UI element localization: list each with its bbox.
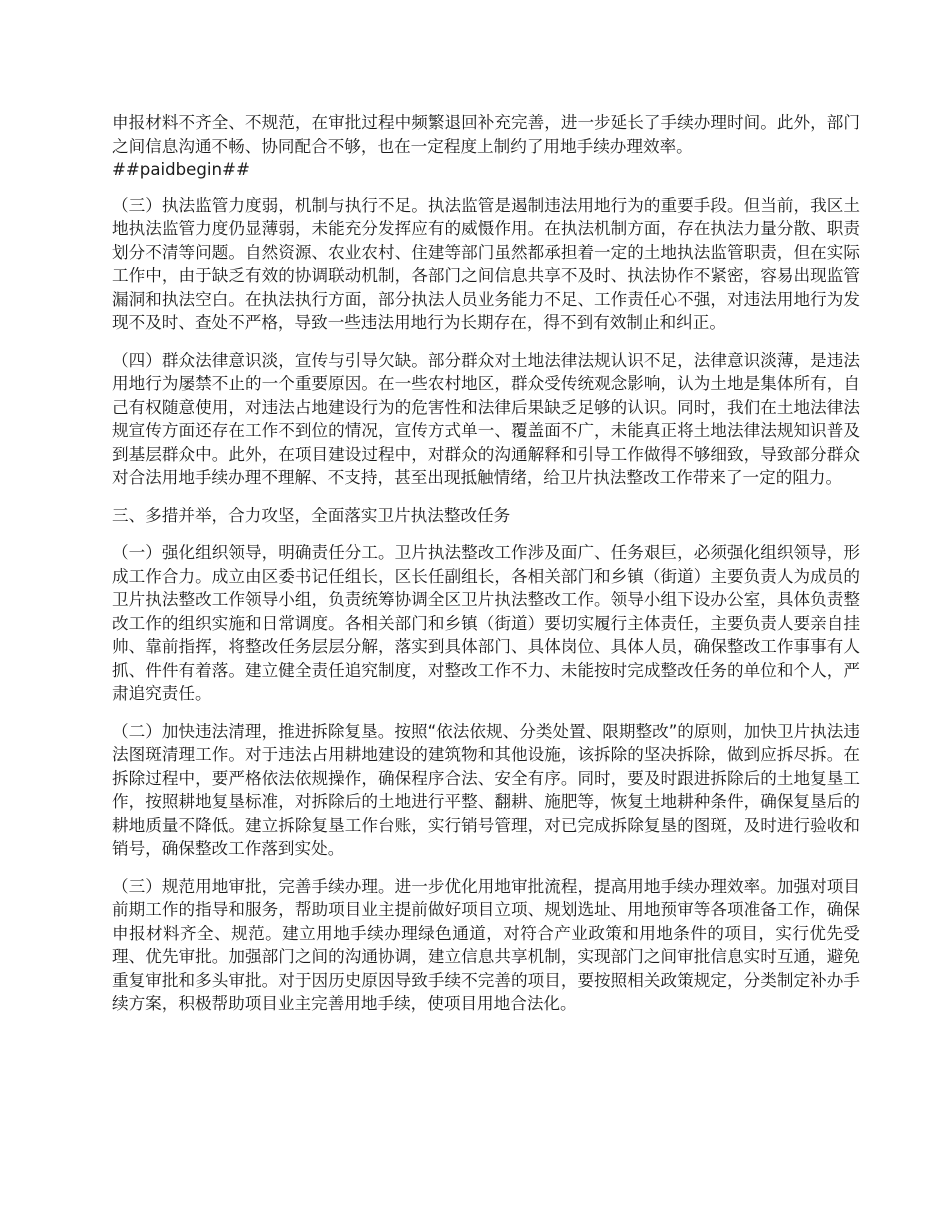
paragraph-public-awareness: （四）群众法律意识淡，宣传与引导欠缺。部分群众对土地法律法规认识不足，法律意识淡薄，是违法用地行为屡禁不止的一个重要原因。在一些农村地区，群众受传统观念影响，认为土地是集体所有，自己有权随意使用，对违法占地建设行为的危害性和法律后果缺乏足够的认识。同时，我们在土地法律法规宣传方面还存在工作不到位的情况，宣传方式单一、覆盖面不广，未能真正将土地法律法规知识普及到基层群众中。此外，在项目建设过程中，对群众的沟通解释和引导工作做得不够细致，导致部分群众对合法用地手续办理不理解、不支持，甚至出现抵触情绪，给卫片执法整改工作带来了一定的阻力。	[112, 350, 860, 487]
paid-marker: ##paidbegin##	[112, 160, 250, 179]
section-heading: 三、多措并举，合力攻坚，全面落实卫片执法整改任务	[112, 505, 511, 525]
intro-paragraph	[112, 111, 860, 182]
document-body	[112, 111, 860, 1030]
measure-organization: （一）强化组织领导，明确责任分工。卫片执法整改工作涉及面广、任务艰巨，必须强化组织领导，形成工作合力。成立由区委书记任组长，区长任副组长，各相关部门和乡镇（街道）主要负责人为成员的卫片执法整改工作领导小组，负责统筹协调全区卫片执法整改工作。领导小组下设办公室，具体负责整改工作的组织实施和日常调度。各相关部门和乡镇（街道）要切实履行主体责任，主要负责人要亲自挂帅、靠前指挥，将整改任务层层分解，落实到具体部门、具体岗位、具体人员，确保整改工作事事有人抓、件件有着落。建立健全责任追究制度，对整改工作不力、未能按时完成整改任务的单位和个人，严肃追究责任。	[112, 543, 860, 703]
measure-approval: （三）规范用地审批，完善手续办理。进一步优化用地审批流程，提高用地手续办理效率。加强对项目前期工作的指导和服务，帮助项目业主提前做好项目立项、规划选址、用地预审等各项准备工作，确保申报材料齐全、规范。建立用地手续办理绿色通道，对符合产业政策和用地条件的项目，实行优先受理、优先审批。加强部门之间的沟通协调，建立信息共享机制，实现部门之间审批信息实时互通，避免重复审批和多头审批。对于因历史原因导致手续不完善的项目，要按照相关政策规定，分类制定补办手续方案，积极帮助项目业主完善用地手续，使项目用地合法化。	[112, 876, 860, 1013]
paragraph-enforcement: （三）执法监管力度弱，机制与执行不足。执法监管是遏制违法用地行为的重要手段。但当前，我区土地执法监管力度仍显薄弱，未能充分发挥应有的威慑作用。在执法机制方面，存在执法力量分散、职责划分不清等问题。自然资源、农业农村、住建等部门虽然都承担着一定的土地执法监管职责，但在实际工作中，由于缺乏有效的协调联动机制，各部门之间信息共享不及时、执法协作不紧密，容易出现监管漏洞和执法空白。在执法执行方面，部分执法人员业务能力不足、工作责任心不强，对违法用地行为发现不及时、查处不严格，导致一些违法用地行为长期存在，得不到有效制止和纠正。	[112, 195, 860, 332]
intro-text: 申报材料不齐全、不规范，在审批过程中频繁退回补充完善，进一步延长了手续办理时间。此外，部门之间信息沟通不畅、协同配合不够，也在一定程度上制约了用地手续办理效率。	[112, 113, 860, 156]
measure-demolition: （二）加快违法清理，推进拆除复垦。按照“依法依规、分类处置、限期整改”的原则，加快卫片执法违法图斑清理工作。对于违法占用耕地建设的建筑物和其他设施，该拆除的坚决拆除，做到应拆尽拆。在拆除过程中，要严格依法依规操作，确保程序合法、安全有序。同时，要及时跟进拆除后的土地复垦工作，按照耕地复垦标准，对拆除后的土地进行平整、翻耕、施肥等，恢复土地耕种条件，确保复垦后的耕地质量不降低。建立拆除复垦工作台账，实行销号管理，对已完成拆除复垦的图斑，及时进行验收和销号，确保整改工作落到实处。	[112, 721, 860, 858]
